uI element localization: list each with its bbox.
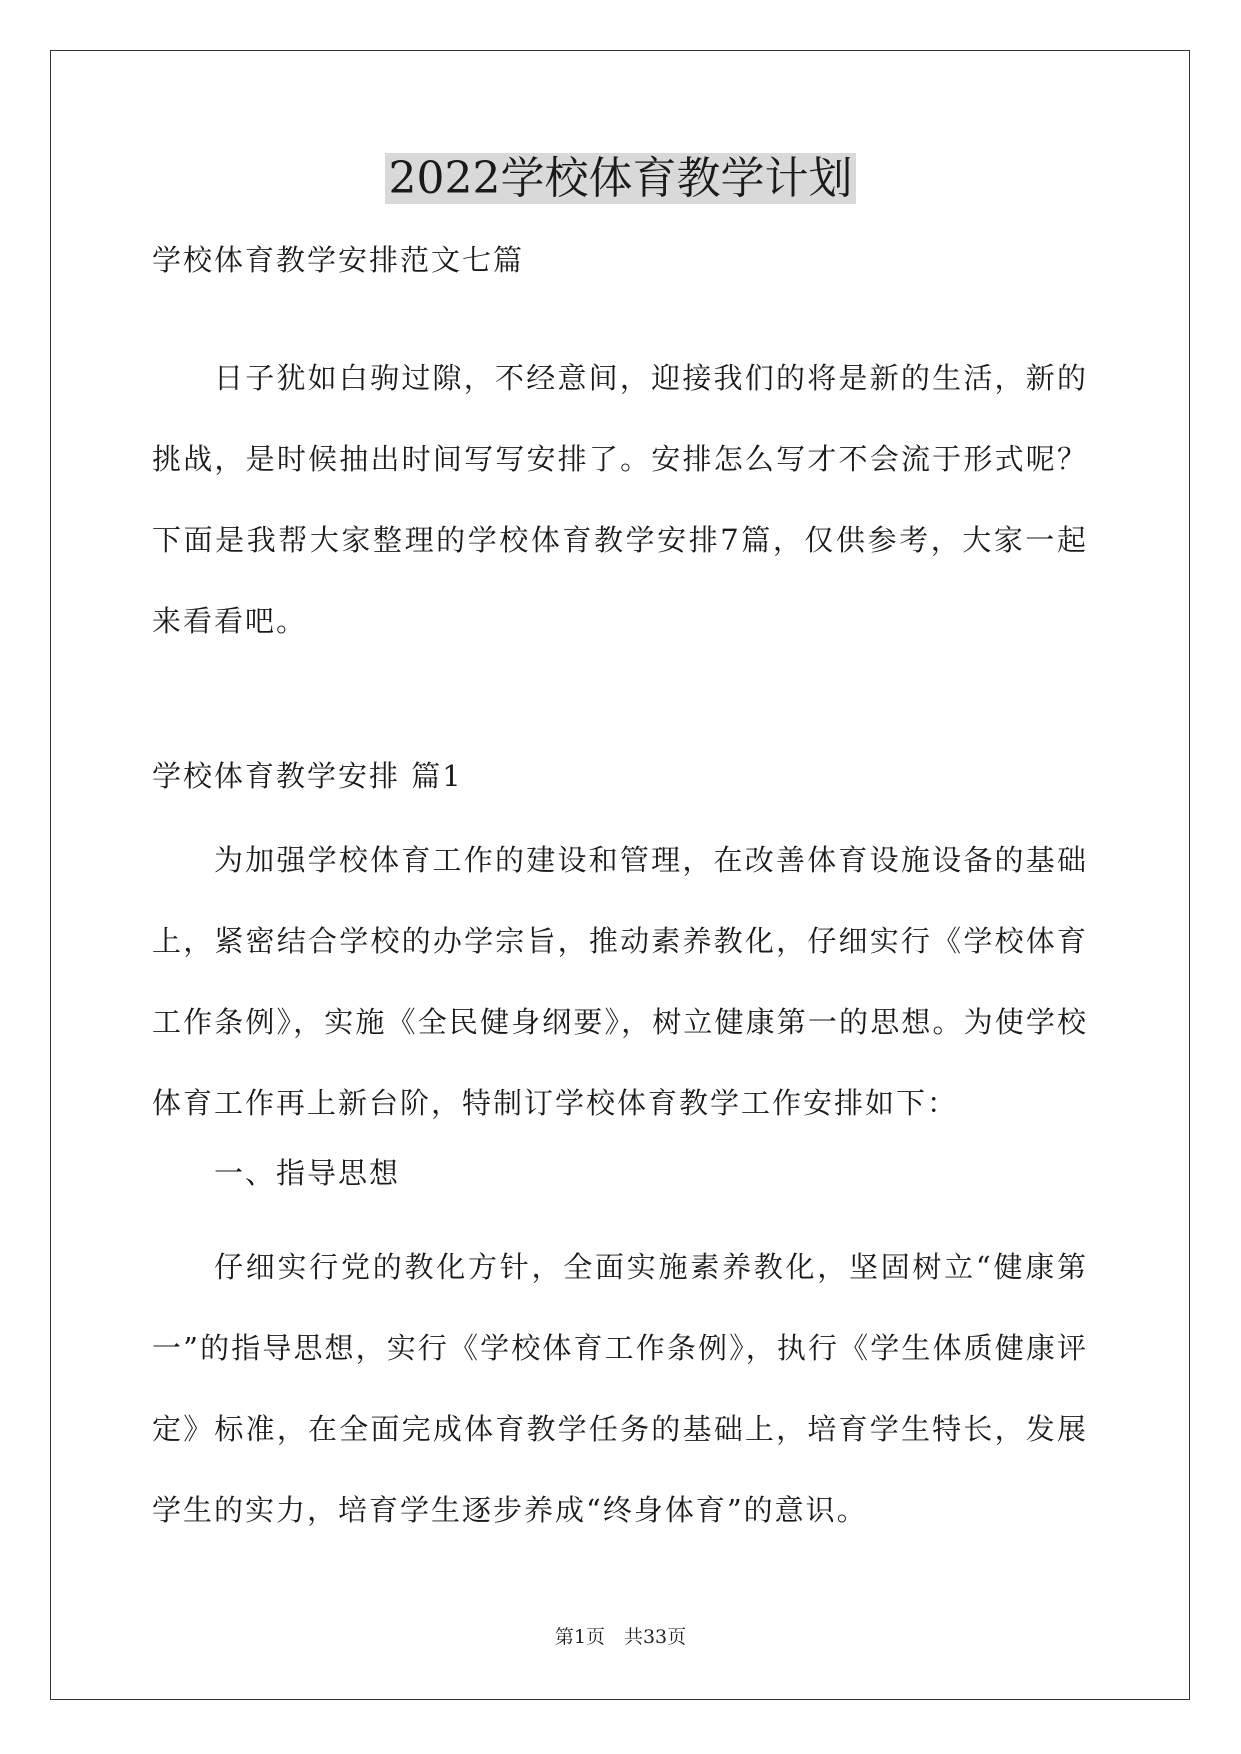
document-subtitle: 学校体育教学安排范文七篇 [152,243,525,277]
page-footer: 第1页 共33页 [554,1626,687,1648]
section-heading: 学校体育教学安排 篇1 [152,759,463,793]
document-title [0,145,1241,213]
document-title-text: 2022学校体育教学计划 [385,153,857,204]
subheading-guiding-ideology: 一、指导思想 [214,1156,401,1190]
intro-paragraph: 日子犹如白驹过隙，不经意间，迎接我们的将是新的生活，新的挑战，是时候抽出时间写写安排了。安排怎么写才不会流于形式呢？下面是我帮大家整理的学校体育教学安排7篇，仅供参考，大家一起来看看吧。 [152,361,1088,638]
section-paragraph-1: 为加强学校体育工作的建设和管理，在改善体育设施设备的基础上，紧密结合学校的办学宗旨，推动素养教化，仔细实行《学校体育工作条例》，实施《全民健身纲要》，树立健康第一的思想。为使学校体育工作再上新台阶，特制订学校体育教学工作安排如下： [152,843,1088,1120]
section-paragraph-2: 仔细实行党的教化方针，全面实施素养教化，坚固树立“健康第一”的指导思想，实行《学校体育工作条例》，执行《学生体质健康评定》标准，在全面完成体育教学任务的基础上，培育学生特长，发展学生的实力，培育学生逐步养成“终身体育”的意识。 [152,1250,1088,1527]
